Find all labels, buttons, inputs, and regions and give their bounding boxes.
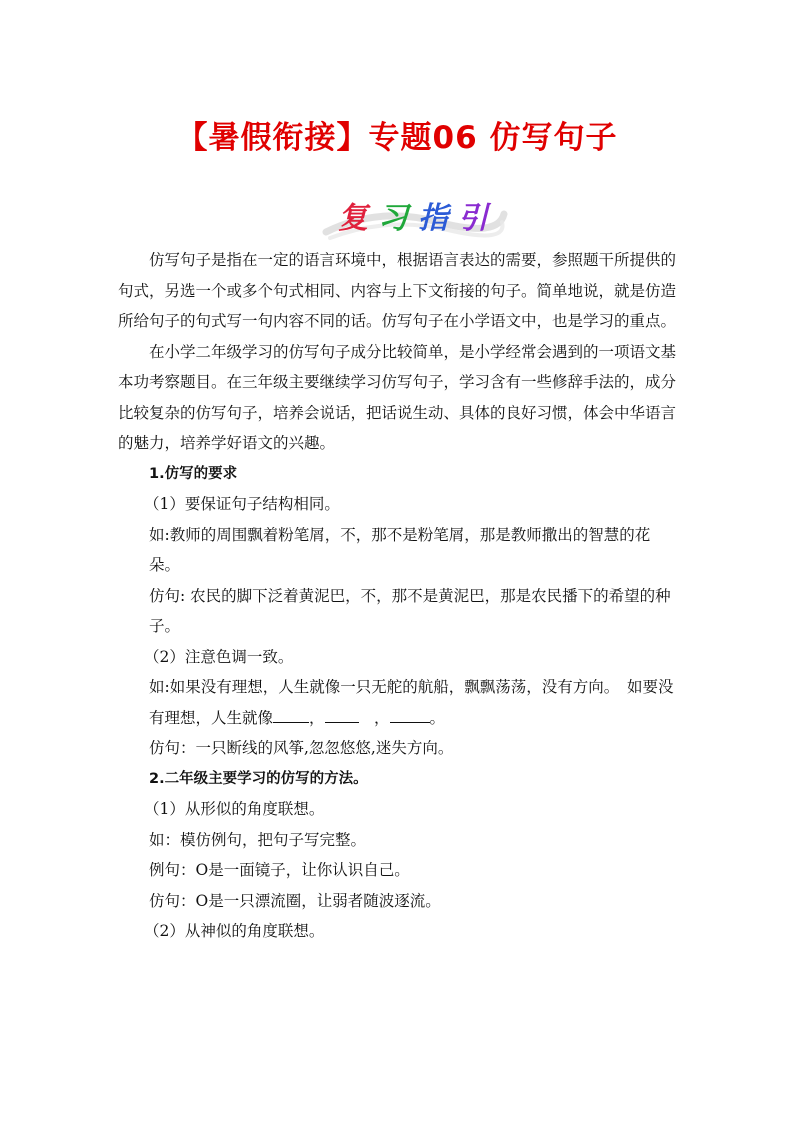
blank-separator-2: ， bbox=[358, 708, 390, 727]
blank-separator-1: ， bbox=[309, 708, 325, 727]
blank-line-3 bbox=[390, 707, 430, 723]
review-guide-banner bbox=[318, 192, 508, 244]
blank-end: 。 bbox=[429, 708, 446, 727]
document-body bbox=[118, 245, 678, 947]
section-2-item-2: （2）从神似的角度联想。 bbox=[144, 922, 325, 940]
section-2-example: 例句：O是一面镜子，让你认识自己。 bbox=[149, 861, 410, 879]
banner-char-3: 指 bbox=[418, 201, 448, 236]
section-1-example-1: 如:教师的周围飘着粉笔屑，不，那不是粉笔屑，那是教师撒出的智慧的花朵。 bbox=[149, 525, 651, 574]
section-2-instruction: 如：模仿例句，把句子写完整。 bbox=[149, 830, 367, 849]
banner-char-1: 复 bbox=[338, 201, 368, 236]
section-1-imitation-1: 仿句: 农民的脚下泛着黄泥巴，不，那不是黄泥巴，那是农民播下的希望的种子。 bbox=[149, 586, 671, 635]
banner-char-2: 习 bbox=[378, 201, 408, 236]
section-1-item-2: （2）注意色调一致。 bbox=[144, 647, 294, 666]
section-1-item-1: （1）要保证句子结构相同。 bbox=[144, 495, 340, 513]
section-2-item-1: （1）从形似的角度联想。 bbox=[144, 800, 325, 818]
section-1-example-2 bbox=[118, 672, 678, 733]
intro-paragraph-2: 在小学二年级学习的仿写句子成分比较简单，是小学经常会遇到的一项语文基本功考察题目。在三年级主要继续学习仿写句子，学习含有一些修辞手法的，成分比较复杂的仿写句子，培养会说话，把话说生动、具体的良好习惯，体会中华语言的魅力，培养学好语文的兴趣。 bbox=[118, 342, 677, 452]
section-2-imitation: 仿句：O是一只漂流圈，让弱者随波逐流。 bbox=[149, 891, 441, 910]
intro-paragraph-1: 仿写句子是指在一定的语言环境中，根据语言表达的需要，参照题干所提供的句式，另选一个或多个句式相同、内容与上下文衔接的句子。简单地说，就是仿造所给句子的句式写一句内容不同的话。仿写句子在小学语文中，也是学习的重点。 bbox=[118, 251, 677, 330]
banner-char-4: 引 bbox=[458, 201, 488, 236]
document-title: 【暑假衔接】专题06 仿写句子 bbox=[176, 120, 618, 156]
section-1-imitation-2: 仿句：一只断线的风筝,忽忽悠悠,迷失方向。 bbox=[149, 739, 454, 757]
section-2-heading: 2.二年级主要学习的仿写的方法。 bbox=[149, 770, 368, 787]
blank-line-1 bbox=[273, 707, 309, 723]
blank-line-2 bbox=[325, 707, 359, 723]
example-2-text: 如:如果没有理想，人生就像一只无舵的航船，飘飘荡荡，没有方向。 如要没有理想，人生就像 bbox=[149, 678, 674, 727]
section-1-heading: 1.仿写的要求 bbox=[149, 465, 238, 482]
